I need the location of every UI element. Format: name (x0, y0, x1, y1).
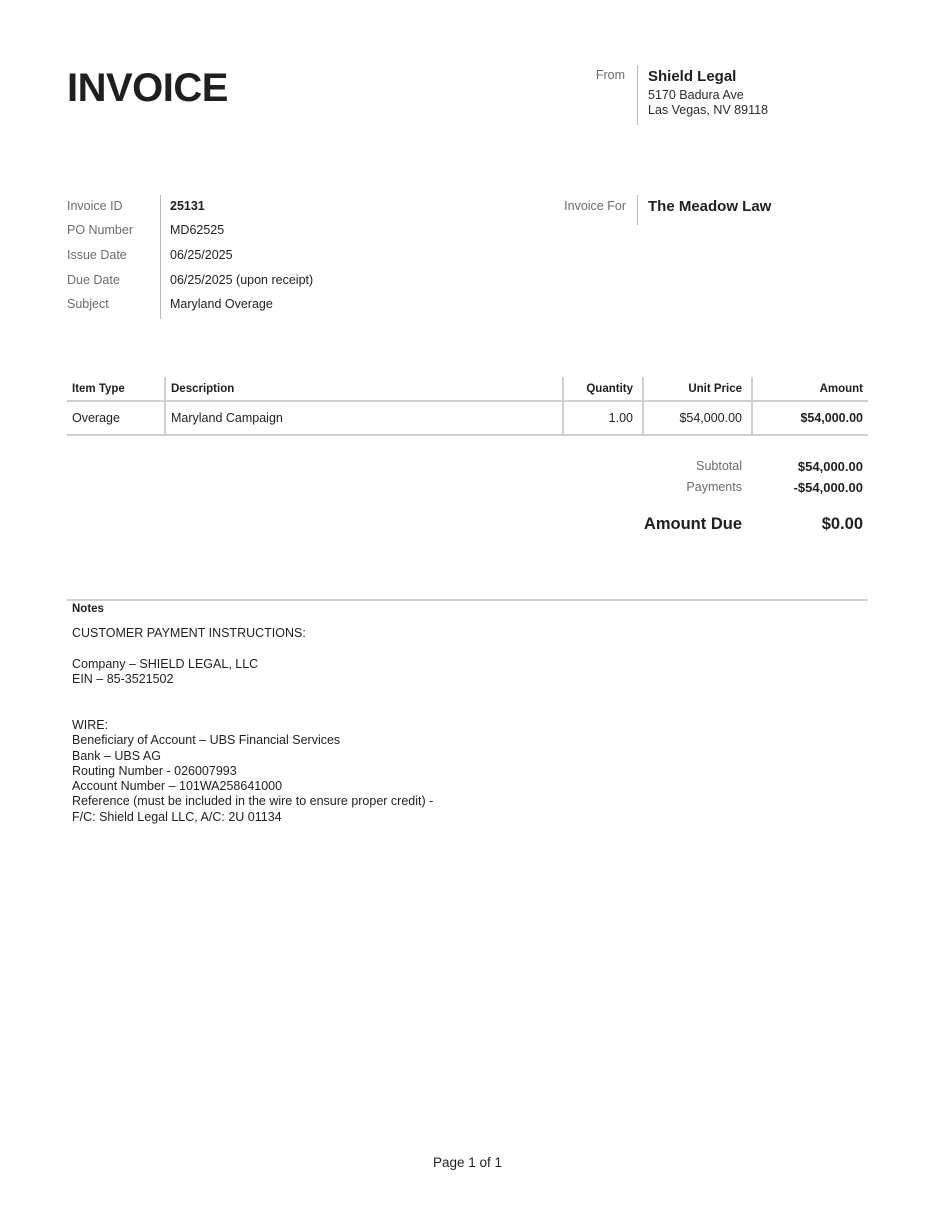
from-label: From (595, 68, 625, 82)
invoice-for-label: Invoice For (564, 199, 626, 213)
notes-wire: WIRE: (72, 718, 109, 732)
amount-due-value: $0.00 (821, 515, 863, 533)
notes-beneficiary: Beneficiary of Account – UBS Financial Services (72, 733, 341, 747)
cell-item-type: Overage (67, 401, 165, 435)
invoice-id-value: 25131 (170, 199, 205, 213)
cell-unit-price: $54,000.00 (643, 401, 752, 435)
from-divider (637, 65, 638, 125)
subject-value: Maryland Overage (170, 297, 273, 311)
amount-due-label: Amount Due (643, 515, 742, 533)
subject-label: Subject (67, 297, 109, 311)
from-address-line2: Las Vegas, NV 89118 (648, 103, 768, 117)
notes-heading: CUSTOMER PAYMENT INSTRUCTIONS: (72, 626, 306, 640)
invoice-id-label: Invoice ID (67, 199, 123, 213)
notes-title: Notes (72, 603, 104, 615)
notes-account: Account Number – 101WA258641000 (72, 779, 283, 793)
due-date-label: Due Date (67, 273, 120, 287)
subtotal-label: Subtotal (696, 459, 742, 473)
invoice-for-divider (637, 195, 638, 225)
col-header-unit-price: Unit Price (643, 377, 752, 401)
notes-reference: Reference (must be included in the wire to ensure proper credit) - (72, 794, 434, 808)
po-number-value: MD62525 (170, 223, 225, 237)
table-row (67, 401, 868, 435)
payments-label: Payments (686, 480, 742, 494)
items-header-row (67, 377, 868, 401)
notes-divider (67, 599, 868, 601)
due-date-value: 06/25/2025 (upon receipt) (170, 273, 314, 287)
col-header-description: Description (165, 377, 563, 401)
invoice-for-name: The Meadow Law (648, 198, 772, 215)
notes-ein: EIN – 85-3521502 (72, 672, 174, 686)
po-number-label: PO Number (67, 223, 133, 237)
subtotal-value: $54,000.00 (797, 459, 863, 474)
notes-fc: F/C: Shield Legal LLC, A/C: 2U 01134 (72, 810, 282, 824)
issue-date-value: 06/25/2025 (170, 248, 233, 262)
col-header-quantity: Quantity (563, 377, 643, 401)
col-header-amount: Amount (752, 377, 868, 401)
notes-bank: Bank – UBS AG (72, 749, 161, 763)
notes-routing: Routing Number - 026007993 (72, 764, 237, 778)
issue-date-label: Issue Date (67, 248, 127, 262)
meta-divider (160, 195, 161, 319)
from-company: Shield Legal (648, 68, 737, 85)
col-header-item-type: Item Type (67, 377, 165, 401)
cell-quantity: 1.00 (563, 401, 643, 435)
cell-description: Maryland Campaign (165, 401, 563, 435)
invoice-title: INVOICE (67, 66, 228, 110)
from-address-line1: 5170 Badura Ave (648, 88, 744, 102)
cell-amount: $54,000.00 (752, 401, 868, 435)
notes-company: Company – SHIELD LEGAL, LLC (72, 657, 259, 671)
items-table (67, 377, 868, 436)
page-number: Page 1 of 1 (432, 1155, 503, 1170)
payments-value: -$54,000.00 (793, 480, 863, 495)
